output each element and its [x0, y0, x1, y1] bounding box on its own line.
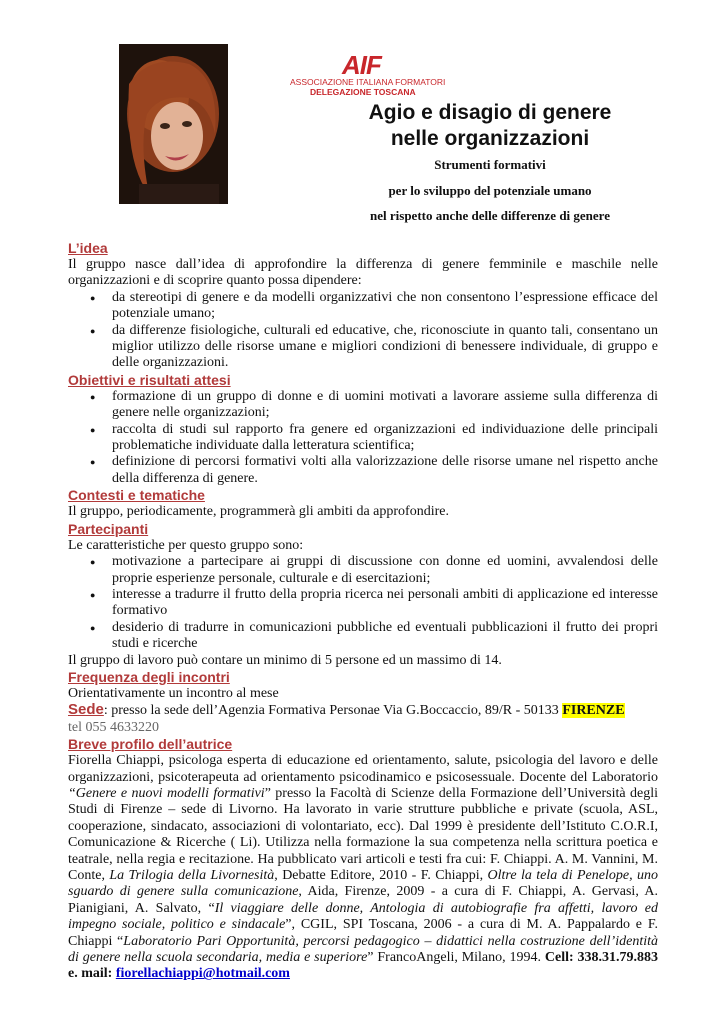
idea-list	[68, 290, 658, 372]
section-heading-partecipanti: Partecipanti	[68, 520, 149, 537]
list-item: ● desiderio di tradurre in comunicazioni pubbliche ed eventuali pubblicazioni il frutto dei propri studi e ricerche	[68, 620, 658, 653]
section-heading-obiettivi: Obiettivi e risultati attesi	[68, 371, 231, 388]
bio-text: ” FrancoAngeli, Milano, 1994.	[367, 950, 545, 966]
list-item: ● interesse a tradurre il frutto della propria ricerca nei personali ambiti di applicazione ed interesse formativo	[68, 587, 658, 620]
title-line-1: Agio e disagio di genere	[368, 101, 612, 124]
obiettivi-list	[68, 389, 658, 487]
list-item: ● definizione di percorsi formativi volti alla valorizzazione delle risorse umane nel rispetto anche della differenza di genere.	[68, 454, 658, 487]
author-bio	[68, 753, 658, 983]
sede-label: Sede	[68, 701, 104, 719]
author-photo	[119, 44, 228, 204]
logo-association-name: ASSOCIAZIONE ITALIANA FORMATORI	[290, 77, 446, 87]
bio-text: ”, CGIL, SPI Toscana, 2006 - a cura di M. A. Pappalardo e F. Chiappi “	[68, 917, 658, 949]
bio-text: , Debatte Editore, 2010 - F. Chiappi,	[274, 868, 488, 883]
bio-text: Fiorella Chiappi, psicologa esperta di educazione ed orientamento, salute, psicologia del lavoro e delle organizzazioni, psicoterapeuta ad orientamento psicodinamico e psicosessuale. Docente del Laboratorio	[68, 753, 658, 785]
subtitle-3: nel rispetto anche delle differenze di genere	[370, 208, 610, 223]
section-heading-frequenza: Frequenza degli incontri	[68, 668, 230, 685]
logo-delegation-name: DELEGAZIONE TOSCANA	[310, 87, 416, 97]
aif-logo	[290, 50, 450, 97]
partecipanti-paragraph: Le caratteristiche per questo gruppo sono:	[68, 537, 304, 553]
list-item: ● da differenze fisiologiche, culturali ed educative, che, riconosciute in quanto tali, consentano un miglior utilizzo delle risorse umane e migliori condizioni di benessere individuale, di gruppo e delle organizzazioni.	[68, 323, 658, 372]
partecipanti-list	[68, 554, 658, 652]
subtitle-1: Strumenti formativi	[434, 157, 546, 172]
sede-row	[68, 702, 658, 719]
bio-italic: Oltre la tela di Penelope, uno sguardo di genere sulla comunicazione	[68, 868, 658, 900]
bio-text: ” presso la Facoltà di Scienze della Formazione dell’Università degli Studi di Firenze – sede di Livorno. Ha lavorato in varie strutture pubbliche e private (scuola, ASL, cooperazione, sindacato, associazioni di volontariato, ecc). Dal 1999 è presidente dell’Istituto C.O.R.I, Comunicazione & Ricerche ( Li). Utilizza nella formazione la sua competenza nella scrittura poetica e teatrale, nella regia e recitazione. Ha pubblicato vari articoli e testi fra cui: F. Chiappi. A. M. Vannini, M. Conte,	[68, 785, 658, 883]
list-item: ● raccolta di studi sul rapporto fra genere ed organizzazioni ed individuazione delle principali problematiche individuate dalla letteratura scientifica;	[68, 422, 658, 455]
bio-italic: Laboratorio Pari Opportunità, percorsi pedagogico – didattici nella costruzione dell’identità di genere nella scuola secondaria, media e superiore	[68, 933, 658, 966]
bio-text: , Aida, Firenze, 2009 - a cura di F. Chiappi, A. Gervasi, A. Pianigiani, A. Salvato, “	[68, 884, 658, 916]
frequenza-paragraph: Orientativamente un incontro al mese	[68, 685, 279, 701]
subtitle-2: per lo sviluppo del potenziale umano	[388, 183, 592, 198]
aif-logo-mark: AIF	[342, 50, 381, 80]
partecipanti-footer: Il gruppo di lavoro può contare un minimo di 5 persone ed un massimo di 14.	[68, 652, 502, 668]
title-line-2: nelle organizzazioni	[390, 127, 590, 150]
email-link[interactable]: fiorellachiappi@hotmail.com	[115, 966, 290, 982]
sede-city: FIRENZE	[562, 703, 625, 719]
list-item: ● motivazione a partecipare ai gruppi di discussione con donne ed uomini, avvalendosi delle proprie esperienze personale, culturale e di esercitazioni;	[68, 554, 658, 587]
bio-italic: La Trilogia della Livornesità	[109, 868, 275, 883]
document-title	[330, 100, 650, 152]
sede-address: : presso la sede dell’Agenzia Formativa Personae Via G.Boccaccio, 89/R - 50133	[103, 703, 563, 719]
sede-telephone: tel 055 4633220	[68, 719, 159, 735]
contact-info: Cell: 338.31.79.883 e. mail:	[68, 950, 658, 982]
bio-italic: “Genere e nuovi modelli formativi	[68, 785, 265, 801]
author-portrait-image	[119, 44, 228, 204]
section-heading-profilo: Breve profilo dell’autrice	[68, 736, 233, 753]
section-heading-idea: L’idea	[68, 240, 108, 256]
section-heading-contesti: Contesti e tematiche	[68, 487, 205, 504]
document-body	[68, 240, 658, 983]
list-item: ● da stereotipi di genere e da modelli organizzativi che non consentono l’espressione efficace del potenziale umano;	[68, 290, 658, 323]
idea-paragraph: Il gruppo nasce dall’idea di approfondire la differenza di genere femminile e maschile nelle organizzazioni e di scoprire quanto possa dipendere:	[68, 257, 658, 289]
list-item: ● formazione di un gruppo di donne e di uomini motivati a lavorare assieme sulla differenza di genere nelle organizzazioni;	[68, 389, 658, 422]
bio-italic: Il viaggiare delle donne, Antologia di autobiografie fra affetti, lavoro ed impegno sociale, politico e sindacale	[68, 900, 658, 933]
contesti-paragraph: Il gruppo, periodicamente, programmerà gli ambiti da approfondire.	[68, 504, 449, 520]
